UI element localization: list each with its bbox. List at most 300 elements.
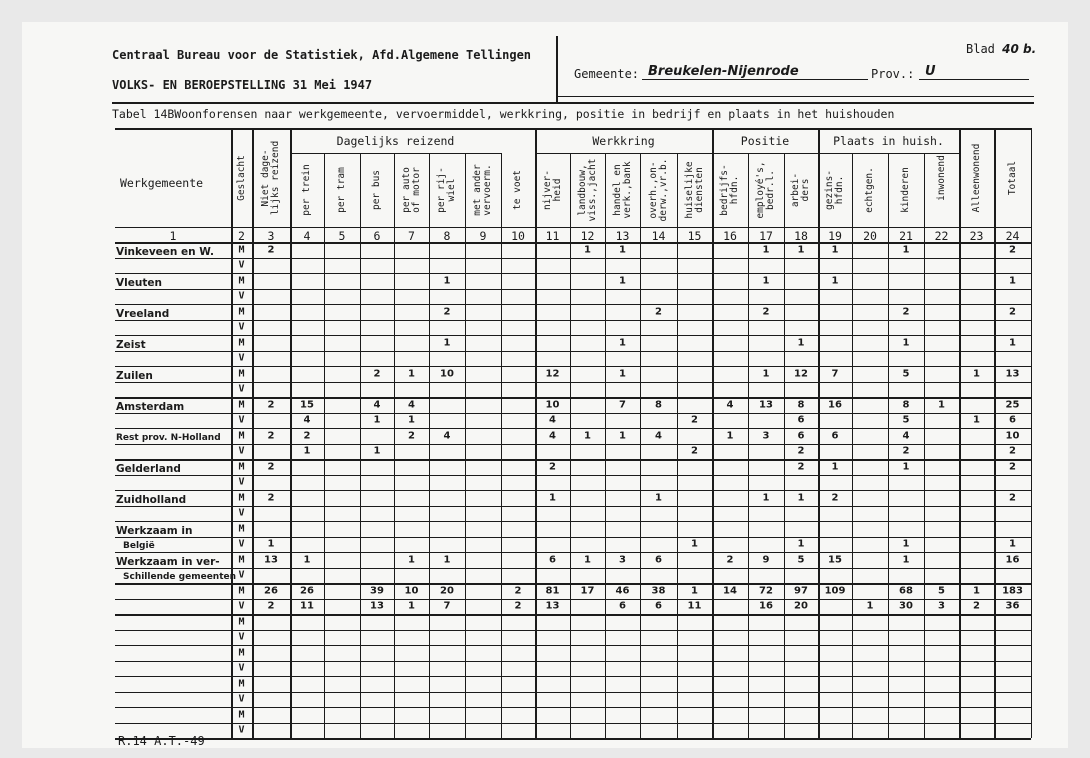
sex-label-v: V: [238, 414, 245, 426]
bureau-title: Centraal Bureau voor de Statistiek, Afd.Algemene Tellingen: [112, 48, 532, 62]
cell-value: 68: [899, 585, 913, 597]
cell-value: 12: [545, 368, 560, 380]
row-rule: [115, 599, 1031, 600]
cell-value: 1: [762, 275, 770, 287]
sex-label-v: V: [238, 600, 245, 612]
column-number: 5: [338, 229, 346, 243]
sex-label-v: V: [238, 538, 245, 550]
column-header-22: inwonend: [935, 154, 947, 201]
column-number: 18: [794, 229, 808, 243]
cell-value: 1: [1009, 538, 1016, 550]
cell-value: 1: [797, 538, 805, 550]
column-rule: [994, 128, 996, 738]
cell-value: 2: [549, 461, 556, 473]
row-rule: [115, 320, 1031, 321]
cell-value: 1: [619, 244, 626, 256]
blad-field: [966, 43, 1036, 55]
cell-value: 14: [723, 585, 737, 597]
cell-value: 6: [1009, 414, 1016, 426]
column-rule: [888, 153, 889, 738]
column-number: 15: [687, 229, 702, 243]
cell-value: 1: [619, 368, 626, 380]
place-name: Werkzaam in: [116, 524, 193, 537]
column-header-3: Niet dage- lijks reizend: [260, 140, 281, 215]
sex-label-m: M: [238, 678, 245, 690]
cell-value: 1: [762, 244, 770, 256]
group-underline: [535, 153, 712, 154]
column-rule: [324, 153, 325, 738]
cell-value: 2: [902, 306, 910, 318]
cell-value: 16: [759, 600, 773, 612]
place-name: Vleuten: [116, 276, 162, 289]
cell-value: 4: [373, 399, 381, 411]
cell-value: 4: [549, 414, 556, 426]
cell-value: 2: [831, 492, 839, 504]
cell-value: 2: [655, 306, 662, 318]
column-number: 7: [408, 229, 415, 243]
row-rule: [115, 568, 1031, 569]
cell-value: 1: [408, 368, 415, 380]
column-rule: [429, 153, 430, 738]
cell-value: 6: [797, 430, 805, 442]
column-number: 16: [723, 229, 737, 243]
cell-value: 2: [303, 430, 311, 442]
row-block-rule: [115, 707, 1031, 708]
column-rule: [924, 153, 925, 738]
cell-value: 2: [762, 306, 770, 318]
cell-value: 1: [408, 414, 415, 426]
cell-value: 2: [797, 445, 805, 457]
cell-value: 13: [759, 399, 773, 411]
column-number: 13: [615, 229, 630, 243]
form-code: R.14 A.T.-49: [118, 734, 205, 748]
cell-value: 30: [899, 600, 913, 612]
cell-value: 81: [545, 585, 560, 597]
sex-label-m: M: [238, 306, 245, 318]
row-block-rule: [115, 304, 1031, 305]
place-name-continued: Schillende gemeenten: [123, 572, 237, 583]
row-rule: [115, 661, 1031, 662]
cell-value: 1: [1009, 337, 1016, 349]
row-rule: [115, 351, 1031, 352]
cell-value: 11: [687, 600, 702, 612]
column-rule: [748, 153, 749, 738]
cell-value: 2: [267, 244, 275, 256]
column-header-5: per tram: [336, 167, 347, 213]
row-rule: [115, 723, 1031, 724]
cell-value: 1: [797, 337, 805, 349]
cell-value: 26: [300, 585, 314, 597]
column-header-17: employé's, bedr.l.: [755, 161, 776, 219]
cell-value: 1: [973, 368, 980, 380]
column-header-10: te voet: [512, 169, 523, 211]
cell-value: 13: [1005, 368, 1020, 380]
cell-value: 1: [902, 538, 910, 550]
cell-value: 1: [443, 275, 451, 287]
cell-value: 1: [902, 337, 910, 349]
census-title: VOLKS- EN BEROEPSTELLING 31 Mei 1947: [112, 78, 373, 92]
column-header-7: per auto of motor: [400, 167, 422, 213]
column-number: 22: [934, 229, 949, 243]
cell-value: 2: [514, 600, 522, 612]
cell-value: 10: [404, 585, 419, 597]
row-block-rule: [115, 614, 1031, 616]
cell-value: 1: [373, 445, 381, 457]
row-rule: [115, 413, 1031, 414]
column-rule: [535, 128, 537, 738]
sex-label-m: M: [238, 554, 245, 566]
prov-label: Prov.:: [871, 67, 915, 81]
cell-value: 17: [580, 585, 595, 597]
cell-value: 5: [938, 585, 945, 597]
row-block-rule: [115, 552, 1031, 553]
cell-value: 2: [443, 306, 451, 318]
row-block-rule: [115, 428, 1031, 429]
cell-value: 1: [902, 244, 910, 256]
cell-value: 20: [440, 585, 454, 597]
column-header-23: Alleenwonend: [970, 143, 982, 212]
cell-value: 13: [545, 600, 560, 612]
sex-label-v: V: [238, 662, 245, 674]
place-name: Werkzaam in ver-: [116, 555, 220, 568]
column-header-24: Totaal: [1006, 160, 1018, 195]
cell-value: 6: [797, 414, 805, 426]
column-header-12: landbouw, viss.,jacht: [576, 158, 598, 222]
group-label-werkkring: Werkkring: [592, 134, 655, 148]
sex-label-v: V: [238, 321, 245, 333]
cell-value: 8: [902, 399, 910, 411]
cell-value: 2: [267, 461, 275, 473]
column-rule: [818, 128, 820, 738]
column-number: 19: [828, 229, 842, 243]
sex-label-m: M: [238, 461, 245, 473]
column-header-20: echtgen.: [864, 167, 875, 213]
row-block-rule: [115, 645, 1031, 646]
place-name: Vinkeveen en W.: [116, 245, 215, 258]
group-label-positie: Positie: [740, 134, 790, 148]
row-rule: [115, 630, 1031, 631]
cell-value: 6: [655, 600, 662, 612]
row-block-rule: [115, 521, 1031, 522]
sex-label-v: V: [238, 352, 245, 364]
cell-value: 1: [408, 600, 415, 612]
row-block-rule: [115, 676, 1031, 677]
group-underline: [712, 153, 818, 154]
cell-value: 1: [619, 275, 626, 287]
row-block-rule: [115, 335, 1031, 336]
row-rule: [115, 289, 1031, 290]
cell-value: 39: [370, 585, 384, 597]
column-number: 1: [169, 229, 177, 243]
row-rule: [115, 537, 1031, 538]
column-rule: [1031, 128, 1032, 738]
column-rule: [712, 128, 714, 738]
cell-value: 3: [762, 430, 770, 442]
column-header-21: kinderen: [900, 167, 911, 213]
sex-label-m: M: [238, 709, 245, 721]
column-number: 20: [863, 229, 877, 243]
cell-value: 36: [1005, 600, 1020, 612]
cell-value: 109: [824, 585, 846, 597]
column-number: 9: [479, 229, 487, 243]
cell-value: 1: [655, 492, 662, 504]
gemeente-label: Gemeente:: [574, 67, 640, 81]
row-block-rule: [115, 583, 1031, 585]
cell-value: 2: [797, 461, 805, 473]
cell-value: 4: [549, 430, 556, 442]
cell-value: 11: [300, 600, 314, 612]
cell-value: 46: [615, 585, 630, 597]
cell-value: 2: [514, 585, 522, 597]
sex-label-m: M: [238, 399, 245, 411]
cell-value: 1: [443, 337, 451, 349]
cell-value: 8: [797, 399, 805, 411]
cell-value: 2: [691, 445, 698, 457]
column-rule: [394, 153, 395, 738]
place-name: Rest prov. N-Holland: [116, 432, 221, 443]
cell-value: 7: [443, 600, 451, 612]
column-header-4: per trein: [301, 164, 312, 216]
cell-value: 1: [303, 554, 311, 566]
cell-value: 1: [1009, 275, 1016, 287]
table-title: Tabel 14BWoonforensen naar werkgemeente, vervoermiddel, werkkring, positie in bedrijf en plaats in het huishouden: [112, 107, 895, 121]
place-name: Zuilen: [116, 369, 153, 382]
cell-value: 1: [549, 492, 556, 504]
sex-label-m: M: [238, 337, 245, 349]
column-header-13: handel en verk.,bank: [611, 161, 633, 219]
cell-value: 6: [549, 554, 556, 566]
cell-value: 1: [584, 244, 591, 256]
place-name: Zuidholland: [116, 493, 187, 506]
row-rule: [115, 444, 1031, 445]
sex-label-m: M: [238, 275, 245, 287]
cell-value: 2: [691, 414, 698, 426]
column-number: 21: [899, 229, 913, 243]
cell-value: 3: [938, 600, 945, 612]
cell-value: 3: [619, 554, 626, 566]
sex-label-m: M: [238, 492, 245, 504]
cell-value: 2: [408, 430, 415, 442]
cell-value: 7: [619, 399, 626, 411]
sex-label-m: M: [238, 523, 245, 535]
sex-label-v: V: [238, 569, 245, 581]
cell-value: 2: [373, 368, 381, 380]
column-rule: [252, 128, 254, 738]
cell-value: 26: [264, 585, 278, 597]
cell-value: 2: [1009, 244, 1016, 256]
row-block-rule: [115, 459, 1031, 461]
census-form-sheet: [22, 22, 1068, 748]
cell-value: 2: [267, 492, 275, 504]
row-block-rule: [115, 366, 1031, 367]
place-name: Vreeland: [116, 307, 170, 320]
column-rule: [501, 153, 502, 738]
cell-value: 25: [1005, 399, 1020, 411]
cell-value: 1: [831, 461, 839, 473]
sex-label-v: V: [238, 631, 245, 643]
row-block-rule: [115, 490, 1031, 491]
cell-value: 2: [1009, 492, 1016, 504]
cell-value: 1: [443, 554, 451, 566]
group-label-plaats: Plaats in huish.: [833, 134, 944, 148]
cell-value: 1: [303, 445, 311, 457]
column-rule: [231, 128, 233, 738]
sex-label-v: V: [238, 259, 245, 271]
cell-value: 1: [267, 538, 275, 550]
sex-label-m: M: [238, 616, 245, 628]
cell-value: 15: [828, 554, 842, 566]
cell-value: 183: [1002, 585, 1023, 597]
cell-value: 16: [1005, 554, 1020, 566]
cell-value: 16: [828, 399, 842, 411]
cell-value: 1: [691, 585, 698, 597]
cell-value: 7: [831, 368, 839, 380]
cell-value: 13: [370, 600, 384, 612]
cell-value: 4: [443, 430, 451, 442]
cell-value: 1: [726, 430, 734, 442]
cell-value: 4: [726, 399, 734, 411]
cell-value: 12: [794, 368, 808, 380]
cell-value: 1: [973, 585, 980, 597]
cell-value: 5: [797, 554, 805, 566]
column-number: 8: [443, 229, 451, 243]
sex-label-m: M: [238, 368, 245, 380]
sex-label-v: V: [238, 383, 245, 395]
cell-value: 1: [584, 554, 591, 566]
cell-value: 5: [902, 414, 910, 426]
column-header-8: per rij- wiel: [436, 167, 457, 213]
blad-value: 40 b.: [1002, 42, 1037, 56]
row-block-rule: [115, 273, 1031, 274]
cell-value: 1: [902, 554, 910, 566]
column-header-6: per bus: [371, 169, 382, 211]
column-header-16: bedrijfs- hfdn.: [719, 164, 740, 216]
cell-value: 6: [655, 554, 662, 566]
column-number: 24: [1005, 229, 1020, 243]
cell-value: 10: [440, 368, 454, 380]
row-rule: [115, 692, 1031, 693]
cell-value: 2: [902, 445, 910, 457]
cell-value: 1: [831, 244, 839, 256]
group-label-dagelijks: Dagelijks reizend: [336, 134, 455, 148]
sex-label-v: V: [238, 693, 245, 705]
column-header-15: huiselijke diensten: [683, 161, 705, 219]
cell-value: 8: [655, 399, 662, 411]
row-rule: [115, 382, 1031, 383]
sex-label-v: V: [238, 290, 245, 302]
sex-label-m: M: [238, 585, 245, 597]
column-header-18: arbei- ders: [790, 172, 811, 208]
cell-value: 2: [973, 600, 980, 612]
prov-value: U: [925, 64, 936, 79]
column-number: 12: [580, 229, 595, 243]
table-bottom-rule: [115, 738, 1031, 740]
gemeente-value: Breukelen-Nijenrode: [648, 64, 799, 79]
group-underline: [290, 153, 501, 154]
row-rule: [115, 475, 1031, 476]
cell-value: 6: [831, 430, 839, 442]
cell-value: 1: [797, 492, 805, 504]
cell-value: 15: [300, 399, 314, 411]
sex-label-v: V: [238, 476, 245, 488]
column-rule: [290, 128, 292, 738]
column-number: 6: [373, 229, 381, 243]
cell-value: 1: [866, 600, 874, 612]
sex-label-v: V: [238, 445, 245, 457]
cell-value: 1: [797, 244, 805, 256]
cell-value: 1: [408, 554, 415, 566]
blad-label: Blad: [966, 42, 995, 56]
cell-value: 2: [267, 399, 275, 411]
column-number: 4: [303, 229, 311, 243]
place-name: Amsterdam: [116, 400, 185, 413]
cell-value: 10: [545, 399, 560, 411]
cell-value: 1: [762, 492, 770, 504]
column-header-19: gezins- hfdn.: [824, 169, 845, 211]
cell-value: 1: [938, 399, 945, 411]
sex-label-v: V: [238, 507, 245, 519]
column-number: 17: [759, 229, 773, 243]
sex-label-m: M: [238, 430, 245, 442]
column-rule: [360, 153, 361, 738]
row-block-rule: [115, 397, 1031, 399]
column-rule: [852, 153, 853, 738]
sex-label-m: M: [238, 647, 245, 659]
cell-value: 2: [726, 554, 734, 566]
cell-value: 1: [762, 368, 770, 380]
cell-value: 1: [584, 430, 591, 442]
cell-value: 72: [759, 585, 773, 597]
cell-value: 1: [831, 275, 839, 287]
cell-value: 2: [1009, 461, 1016, 473]
column-rule: [784, 153, 785, 738]
cell-value: 1: [619, 337, 626, 349]
column-number: 23: [969, 229, 984, 243]
column-rule: [677, 153, 678, 738]
column-header-2: Geslacht: [235, 154, 247, 201]
column-header-11: nijver- heid: [541, 169, 563, 211]
place-name: Zeist: [116, 338, 146, 351]
cell-value: 9: [762, 554, 770, 566]
column-header-werkgemeente: Werkgemeente: [120, 176, 204, 190]
column-number: 14: [651, 229, 666, 243]
cell-value: 1: [373, 414, 381, 426]
cell-value: 5: [902, 368, 910, 380]
cell-value: 4: [303, 414, 311, 426]
cell-value: 1: [973, 414, 980, 426]
cell-value: 2: [267, 600, 275, 612]
cell-value: 1: [691, 538, 698, 550]
cell-value: 2: [1009, 445, 1016, 457]
cell-value: 97: [794, 585, 808, 597]
cell-value: 4: [902, 430, 910, 442]
column-rule: [959, 128, 961, 738]
cell-value: 13: [264, 554, 278, 566]
column-number: 10: [511, 229, 525, 243]
column-rule: [570, 153, 571, 738]
sex-label-m: M: [238, 244, 245, 256]
row-rule: [115, 258, 1031, 259]
column-number: 2: [238, 229, 245, 243]
cell-value: 6: [619, 600, 626, 612]
column-rule: [465, 153, 466, 738]
column-header-9: met ander vervoerm.: [472, 164, 493, 216]
cell-value: 4: [655, 430, 662, 442]
column-number: 11: [545, 229, 560, 243]
row-rule: [115, 506, 1031, 507]
place-name: Gelderland: [116, 462, 181, 475]
cell-value: 1: [619, 430, 626, 442]
